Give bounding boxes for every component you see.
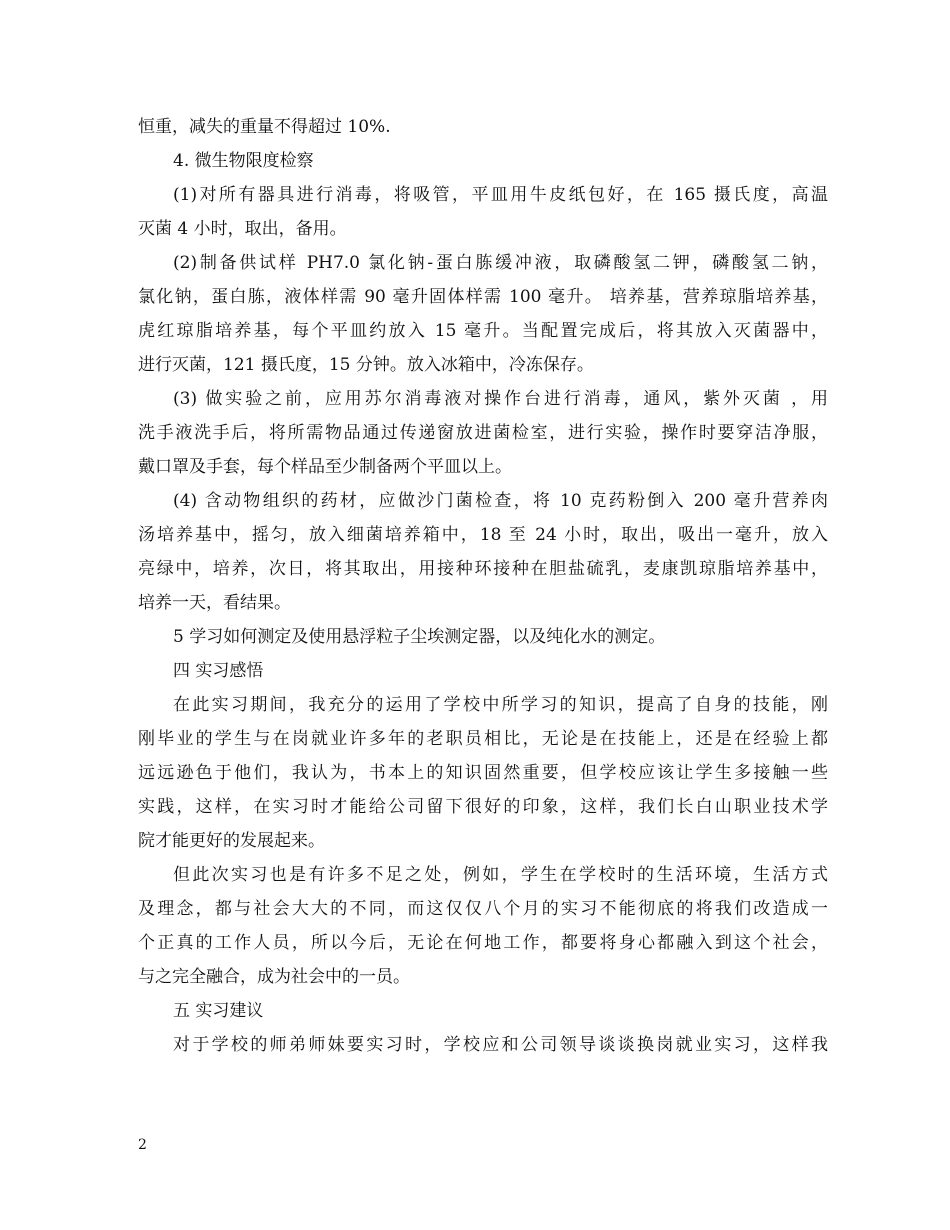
text-line: 与之完全融合，成为社会中的一员。 <box>138 967 410 987</box>
text-line: 实践，这样，在实习时才能给公司留下很好的印象，这样，我们长白山职业技术学 <box>138 797 828 817</box>
text-line: (2)制备供试样 PH7.0 氯化钠-蛋白胨缓冲液，取磷酸氢二钾，磷酸氢二钠， <box>173 253 828 273</box>
text-line: 个正真的工作人员，所以今后，无论在何地工作，都要将身心都融入到这个社会， <box>138 933 828 953</box>
text-line: (4) 含动物组织的药材，应做沙门菌检查，将 10 克药粉倒入 200 毫升营养肉 <box>173 491 828 511</box>
text-line: 恒重，减失的重量不得超过 10%. <box>138 117 391 137</box>
text-line: 氯化钠，蛋白胨，液体样需 90 毫升固体样需 100 毫升。 培养基，营养琼脂培养基， <box>138 287 828 307</box>
text-line: 亮绿中，培养，次日，将其取出，用接种环接种在胆盐硫乳，麦康凯琼脂培养基中， <box>138 559 828 579</box>
text-line: 远远逊色于他们，我认为，书本上的知识固然重要，但学校应该让学生多接触一些 <box>138 763 828 783</box>
text-line: 进行灭菌，121 摄氏度，15 分钟。放入冰箱中，冷冻保存。 <box>138 355 594 375</box>
text-line: 刚毕业的学生与在岗就业许多年的老职员相比，无论是在技能上，还是在经验上都 <box>138 729 828 749</box>
text-line: 对于学校的师弟师妹要实习时，学校应和公司领导谈谈换岗就业实习，这样我 <box>173 1035 828 1055</box>
text-line: 汤培养基中，摇匀，放入细菌培养箱中，18 至 24 小时，取出，吸出一毫升，放入 <box>138 525 828 545</box>
text-line: 4. 微生物限度检察 <box>173 151 314 171</box>
text-line: 虎红琼脂培养基，每个平皿约放入 15 毫升。当配置完成后，将其放入灭菌器中， <box>138 321 828 341</box>
text-line: 戴口罩及手套，每个样品至少制备两个平皿以上。 <box>138 457 512 477</box>
text-line: 培养一天，看结果。 <box>138 593 291 613</box>
text-line: 但此次实习也是有许多不足之处，例如，学生在学校时的生活环境，生活方式 <box>173 865 828 885</box>
text-line: (3) 做实验之前，应用苏尔消毒液对操作台进行消毒，通风，紫外灭菌 ，用 <box>173 389 828 409</box>
page-number: 2 <box>138 1137 147 1153</box>
text-line: (1)对所有器具进行消毒，将吸管，平皿用牛皮纸包好，在 165 摄氏度，高温 <box>173 185 828 205</box>
text-line: 四 实习感悟 <box>173 661 264 681</box>
text-line: 五 实习建议 <box>173 1001 264 1021</box>
document-body <box>138 113 828 1060</box>
text-line: 灭菌 4 小时，取出，备用。 <box>138 219 347 239</box>
text-line: 院才能更好的发展起来。 <box>138 831 325 851</box>
text-line: 在此实习期间，我充分的运用了学校中所学习的知识，提高了自身的技能，刚 <box>173 695 828 715</box>
text-line: 5 学习如何测定及使用悬浮粒子尘埃测定器，以及纯化水的测定。 <box>173 627 666 647</box>
text-line: 洗手液洗手后，将所需物品通过传递窗放进菌检室，进行实验，操作时要穿洁净服， <box>138 423 828 443</box>
text-line: 及理念，都与社会大大的不同，而这仅仅八个月的实习不能彻底的将我们改造成一 <box>138 899 828 919</box>
